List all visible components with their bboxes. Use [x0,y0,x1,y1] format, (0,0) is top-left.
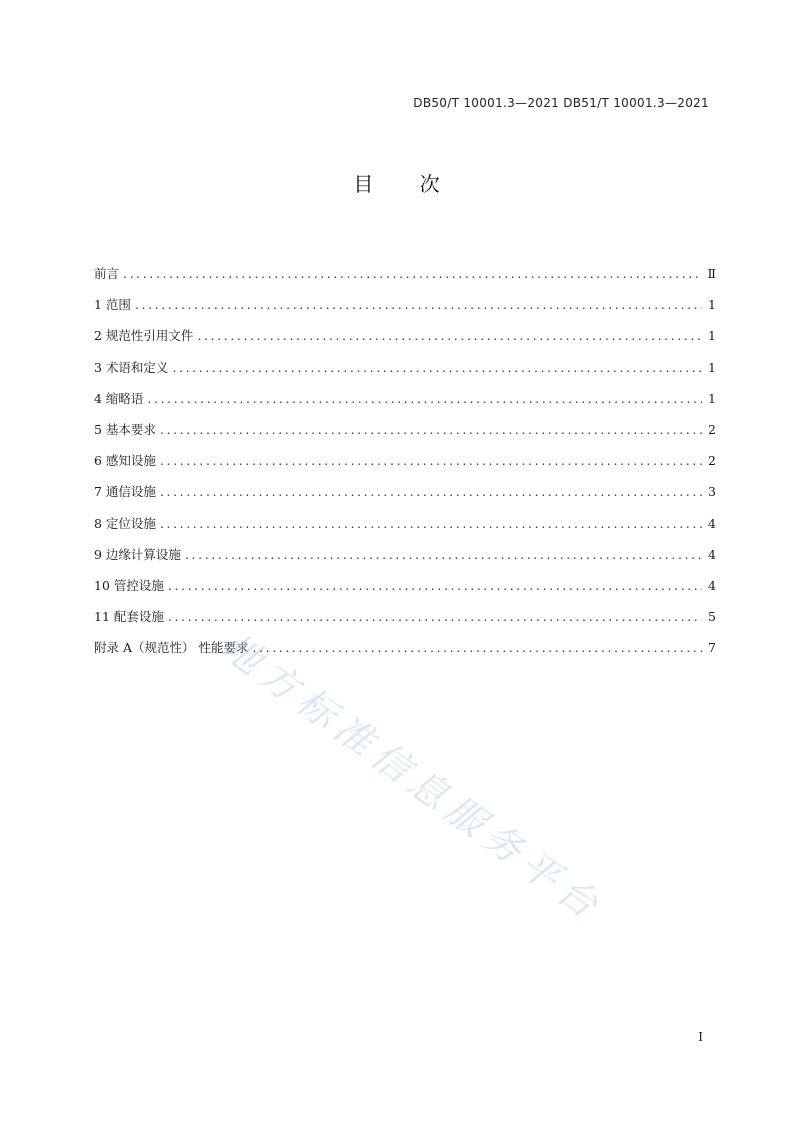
toc-entry-label: 附录 A（规范性） 性能要求 [94,640,249,656]
toc-dot-leader [160,512,702,536]
toc-entry-label: 9 边缘计算设施 [94,546,181,562]
toc-dot-leader [172,356,702,380]
toc-dot-leader [185,543,702,567]
toc-entry-page: 4 [708,577,716,593]
toc-entry-page: 1 [708,390,716,406]
toc-entry-normative-references[interactable] [94,324,716,355]
table-of-contents [94,262,716,667]
toc-entry-scope[interactable] [94,293,716,324]
toc-entry-sensing-facilities[interactable] [94,449,716,480]
toc-entry-label: 2 规范性引用文件 [94,328,194,344]
toc-entry-communication-facilities[interactable] [94,480,716,511]
toc-entry-page: 3 [708,484,716,500]
toc-entry-label: 1 范围 [94,297,131,313]
toc-dot-leader [160,418,702,442]
toc-entry-page: Ⅱ [707,266,716,281]
toc-entry-label: 11 配套设施 [94,609,164,625]
toc-entry-control-facilities[interactable] [94,574,716,605]
toc-entry-basic-requirements[interactable] [94,418,716,449]
toc-entry-label: 前言 [94,266,120,281]
toc-entry-page: 5 [708,609,716,625]
toc-dot-leader [252,636,702,660]
toc-dot-leader [160,449,702,473]
watermark: 地方标准信息服务平台 [213,624,612,931]
toc-entry-label: 10 管控设施 [94,577,164,593]
toc-entry-positioning-facilities[interactable] [94,512,716,543]
toc-dot-leader [160,480,702,504]
toc-entry-label: 3 术语和定义 [94,359,169,375]
toc-dot-leader [135,293,702,317]
toc-entry-page: 1 [708,328,716,344]
page-number: I [698,1030,703,1044]
toc-entry-label: 8 定位设施 [94,515,156,531]
toc-dot-leader [147,387,702,411]
toc-entry-label: 7 通信设施 [94,484,156,500]
toc-dot-leader [197,324,702,348]
toc-entry-page: 7 [708,640,716,656]
toc-entry-supporting-facilities[interactable] [94,605,716,636]
toc-entry-label: 6 感知设施 [94,453,156,469]
toc-entry-page: 4 [708,515,716,531]
page-title: 目 次 [353,172,460,196]
toc-dot-leader [168,605,702,629]
toc-dot-leader [168,574,702,598]
toc-entry-page: 2 [708,421,716,437]
toc-entry-label: 4 缩略语 [94,390,144,406]
toc-entry-page: 1 [708,297,716,313]
toc-dot-leader [123,262,702,286]
toc-entry-page: 2 [708,453,716,469]
toc-entry-foreword[interactable] [94,262,716,293]
toc-entry-page: 1 [708,359,716,375]
toc-entry-page: 4 [708,546,716,562]
toc-entry-edge-computing-facilities[interactable] [94,543,716,574]
toc-entry-label: 5 基本要求 [94,421,156,437]
toc-entry-annex-a[interactable] [94,636,716,667]
standard-code-header: DB50/T 10001.3—2021 DB51/T 10001.3—2021 [413,96,709,110]
toc-entry-abbreviations[interactable] [94,387,716,418]
toc-entry-terms-definitions[interactable] [94,356,716,387]
